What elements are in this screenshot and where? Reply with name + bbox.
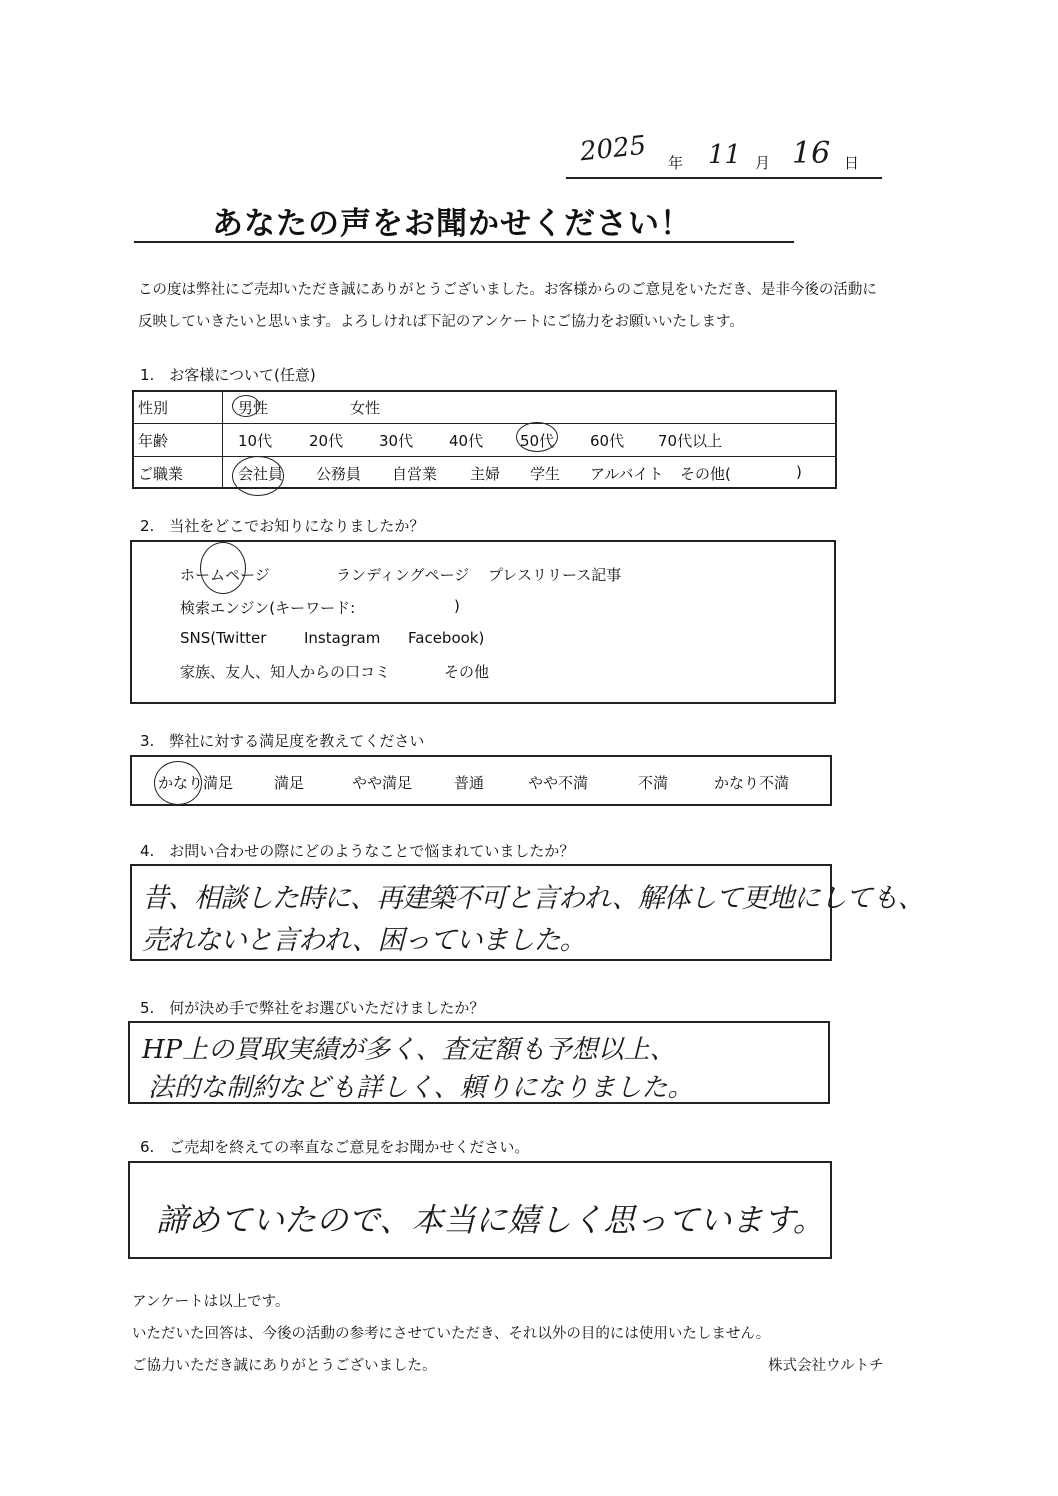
q3-option-very-satisfied[interactable]: かなり満足 — [158, 774, 234, 792]
q2-option-facebook[interactable]: Facebook) — [408, 629, 485, 647]
q2-option-press-release[interactable]: プレスリリース記事 — [488, 566, 622, 584]
title-underline — [134, 241, 794, 243]
intro-line-2: 反映していきたいと思います。よろしければ下記のアンケートにご協力をお願いいたします。 — [138, 314, 744, 330]
q4-heading: 4. お問い合わせの際にどのようなことで悩まれていましたか？ — [140, 842, 575, 860]
q2-selected-mark — [200, 542, 246, 594]
q2-option-search-engine[interactable]: 検索エンジン(キーワード: — [180, 599, 356, 617]
q3-option-somewhat-satisfied[interactable]: やや満足 — [352, 774, 413, 792]
job-label: ご職業 — [138, 465, 184, 483]
q3-selected-mark — [154, 761, 202, 805]
age-option-70s-plus[interactable]: 70代以上 — [658, 432, 723, 450]
q6-answer-box — [128, 1161, 832, 1259]
q6-answer: 諦めていたので、本当に嬉しく思っています。 — [156, 1201, 825, 1239]
job-option-employee[interactable]: 会社員 — [238, 465, 284, 483]
job-option-homemaker[interactable]: 主婦 — [470, 465, 501, 483]
date-day-unit: 日 — [844, 154, 860, 172]
job-option-other[interactable]: その他( — [680, 465, 731, 483]
gender-option-male[interactable]: 男性 — [238, 399, 269, 417]
job-option-part-time[interactable]: アルバイト — [590, 465, 664, 483]
gender-option-female[interactable]: 女性 — [350, 399, 381, 417]
gender-label: 性別 — [138, 399, 169, 417]
q2-option-sns-twitter[interactable]: SNS(Twitter — [180, 629, 267, 647]
date-month: 11 — [708, 140, 742, 170]
q4-answer-line-2: 売れないと言われ、困っていました。 — [142, 925, 586, 956]
age-option-30s[interactable]: 30代 — [379, 432, 414, 450]
q3-heading: 3. 弊社に対する満足度を教えてください — [140, 732, 425, 750]
age-option-50s[interactable]: 50代 — [520, 432, 555, 450]
footer-line-2: いただいた回答は、今後の活動の参考にさせていただき、それ以外の目的には使用いたしません。 — [132, 1326, 771, 1342]
q4-answer-line-1: 昔、相談した時に、再建築不可と言われ、解体して更地にしても、 — [142, 883, 924, 914]
date-year-unit: 年 — [668, 154, 684, 172]
gender-selected-mark — [232, 395, 260, 417]
company-name: 株式会社ウルトチ — [768, 1358, 884, 1374]
q5-heading: 5. 何が決め手で弊社をお選びいただけましたか？ — [140, 999, 485, 1017]
date-month-unit: 月 — [755, 154, 771, 172]
age-option-60s[interactable]: 60代 — [590, 432, 625, 450]
q1-table — [132, 390, 837, 489]
q2-box — [130, 540, 836, 704]
q3-option-dissatisfied[interactable]: 不満 — [638, 774, 669, 792]
q2-option-homepage[interactable]: ホームページ — [180, 566, 270, 584]
q3-option-somewhat-dissatisfied[interactable]: やや不満 — [528, 774, 589, 792]
q5-answer-line-2: 法的な制約なども詳しく、頼りになりました。 — [148, 1073, 694, 1103]
q2-option-other[interactable]: その他 — [444, 663, 490, 681]
q3-option-satisfied[interactable]: 満足 — [274, 774, 305, 792]
job-option-other-close: ) — [796, 463, 802, 481]
q5-answer-box — [128, 1021, 830, 1104]
age-label: 年齢 — [138, 432, 169, 450]
q2-option-instagram[interactable]: Instagram — [304, 629, 381, 647]
q5-answer-line-1: HP上の買取実績が多く、査定額も予想以上、 — [142, 1035, 676, 1065]
age-selected-mark — [516, 422, 558, 452]
job-option-civil-servant[interactable]: 公務員 — [316, 465, 362, 483]
date-day: 16 — [792, 136, 831, 171]
q3-option-very-dissatisfied[interactable]: かなり不満 — [714, 774, 790, 792]
age-option-10s[interactable]: 10代 — [238, 432, 273, 450]
q2-option-landing-page[interactable]: ランディングページ — [336, 566, 470, 584]
q1-heading: 1. お客様について(任意) — [140, 366, 316, 384]
date-underline — [566, 177, 882, 179]
job-option-self-employed[interactable]: 自営業 — [392, 465, 438, 483]
q6-heading: 6. ご売却を終えての率直なご意見をお聞かせください。 — [140, 1138, 530, 1156]
page-title: あなたの声をお聞かせください！ — [212, 206, 692, 242]
footer-line-3: ご協力いただき誠にありがとうございました。 — [132, 1358, 437, 1374]
q3-box — [130, 755, 832, 806]
job-selected-mark — [232, 456, 284, 496]
q4-answer-box — [130, 864, 924, 961]
q3-option-neutral[interactable]: 普通 — [454, 774, 485, 792]
age-option-20s[interactable]: 20代 — [309, 432, 344, 450]
date-year: 2025 — [578, 130, 648, 168]
q2-heading: 2. 当社をどこでお知りになりましたか？ — [140, 517, 425, 535]
footer-line-1: アンケートは以上です。 — [132, 1294, 290, 1310]
age-option-40s[interactable]: 40代 — [449, 432, 484, 450]
job-option-student[interactable]: 学生 — [530, 465, 561, 483]
intro-line-1: この度は弊社にご売却いただき誠にありがとうございました。お客様からのご意見をいただき、是非今後の活動に — [138, 282, 877, 298]
q2-option-word-of-mouth[interactable]: 家族、友人、知人からの口コミ — [180, 663, 391, 681]
q2-search-close: ) — [454, 597, 460, 615]
